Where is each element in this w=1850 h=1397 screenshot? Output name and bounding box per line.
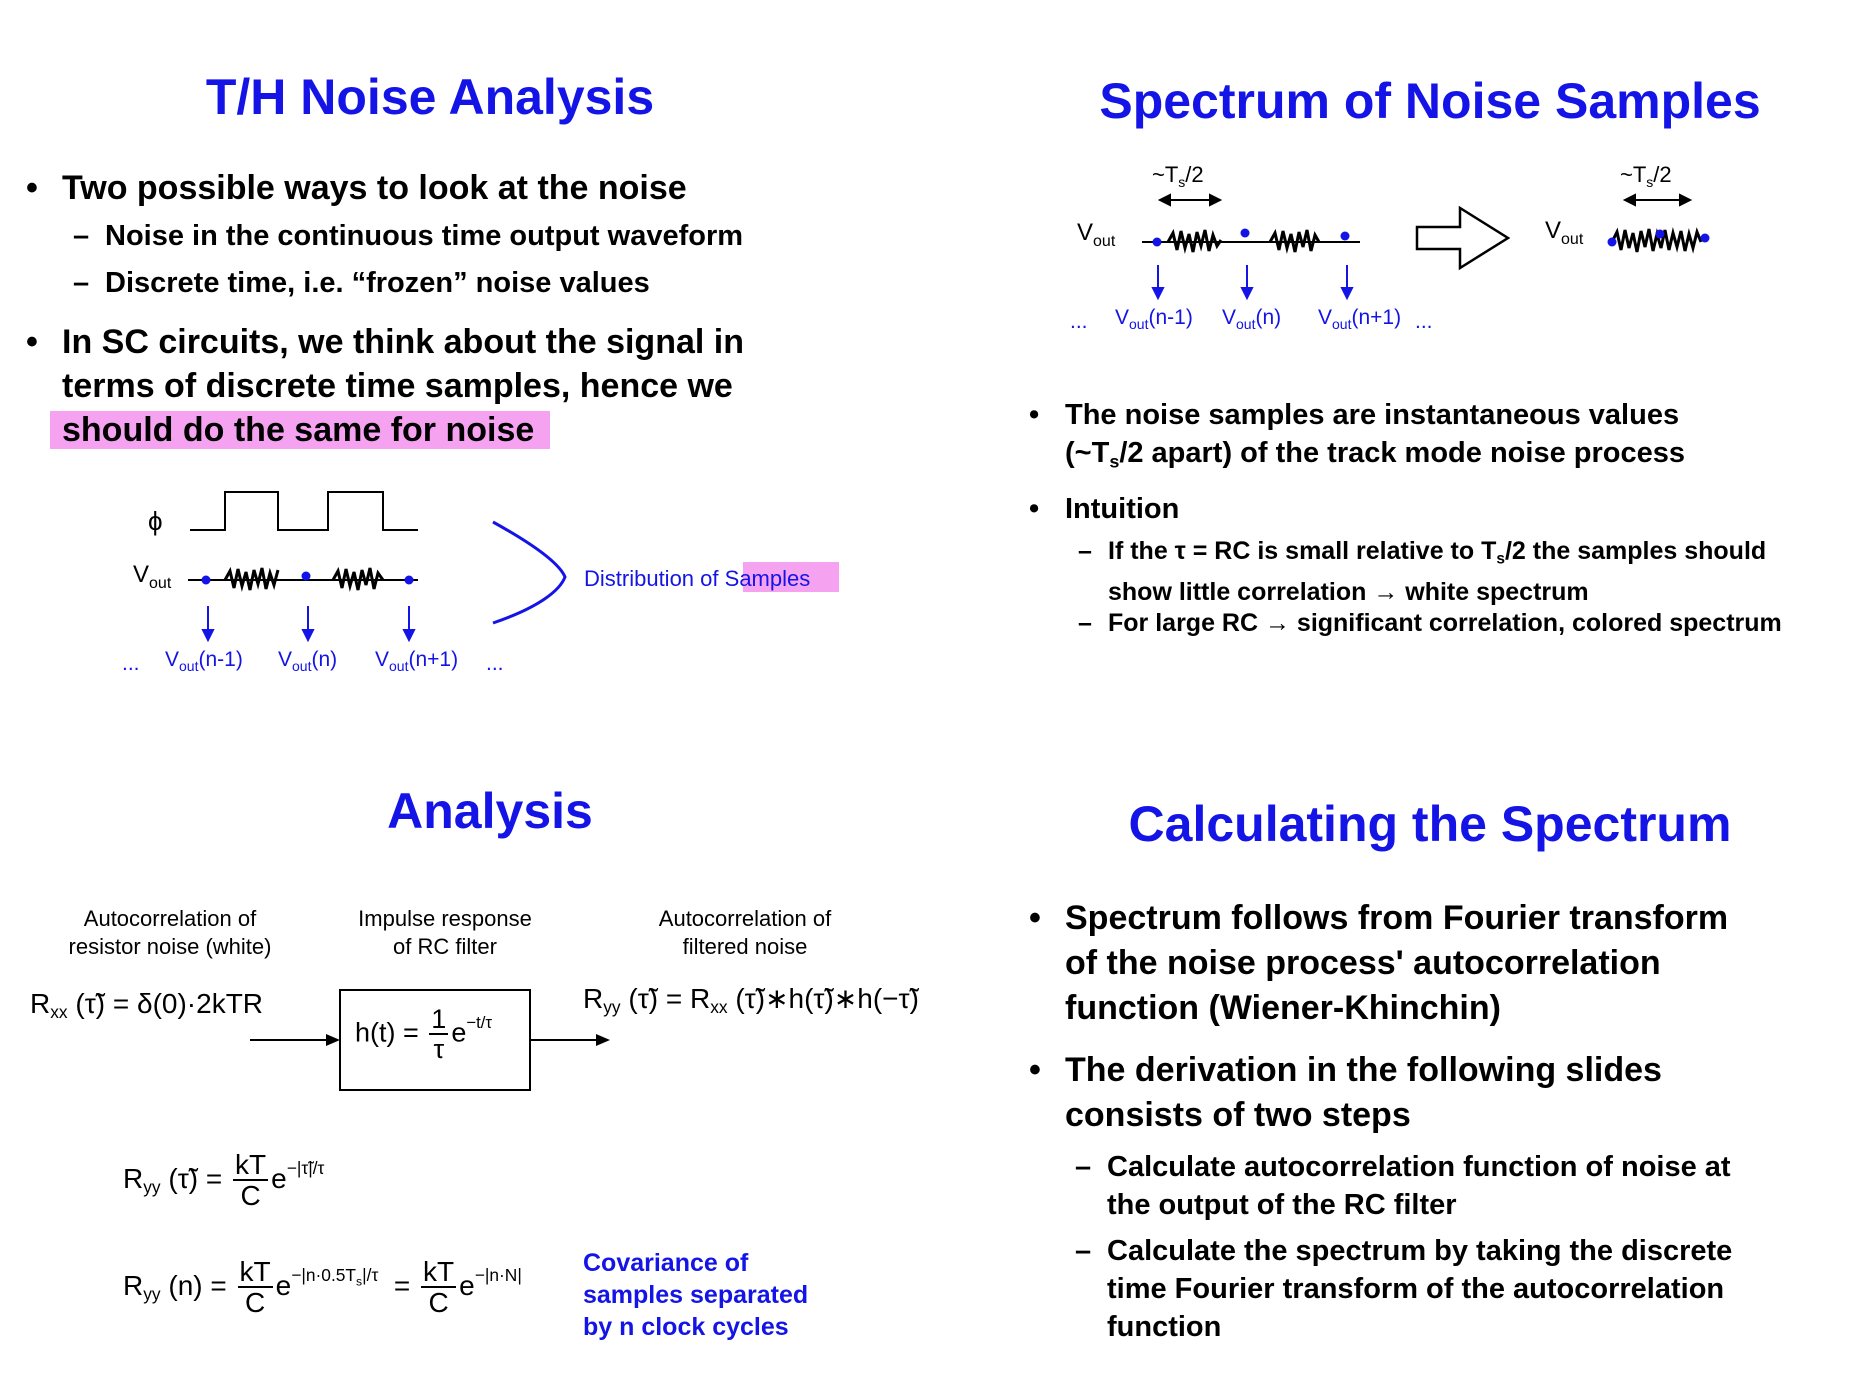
svg-text:~Ts/2: $\sim T_s/2$ (1152, 162, 1204, 190)
slide4-sub-2: – Calculate the spectrum by taking the discrete time Fourier transform of the autocorrelation function (1075, 1235, 1733, 1343)
eq-impulse-response: h(t) = $\frac{1}{\tau}$ $e^{-t/\tau}$ (355, 1004, 493, 1065)
slide2-sub-1: – If the τ = RC is small relative to $T_s/2$ the samples should show little correlation → white spectrum (1078, 537, 1767, 606)
distribution-label: Distribution of Samples (584, 566, 811, 591)
slide2-sub-2: – For large RC → significant correlation, colored spectrum (1078, 609, 1782, 637)
eq-rxx: $R_{xx}$ (τ̃) = δ(0)·2kTR (30, 988, 264, 1023)
slide1-sub-2: – Discrete time, i.e. “frozen” noise values (73, 267, 650, 299)
label-resistor-noise: Autocorrelation of resistor noise (white) (68, 906, 272, 959)
svg-text:...: ... (486, 652, 504, 675)
svg-text:...: ... (122, 652, 140, 675)
highlighted-phrase: should do the same for noise (50, 411, 550, 449)
slide2-bullet-1: • The noise samples are instantaneous values ($\sim T_s/2$ apart) of the track mode noise process (1029, 399, 1685, 472)
sample-dot-3 (405, 576, 414, 585)
distribution-curve (493, 522, 565, 623)
svg-text:Vout: $V_{out}$ (1077, 219, 1116, 250)
eq-ryy-tau: $R_{yy}$ (τ̃) = $\frac{kT}{C}$ $e^{-|\taũ|/\tau}$ (123, 1149, 325, 1212)
svg-text:Vout(n-1): $V_{out}(n-1)$ (1115, 306, 1193, 332)
slide2-bullet-2: • Intuition (1029, 493, 1180, 525)
sample-label-3: $V_{out}(n+1)$ (375, 648, 459, 674)
slide1-bullet-2: • In SC circuits, we think about the signal in terms of discrete time samples, hence we should do the same for noise (26, 323, 744, 449)
transition-arrow (1417, 208, 1508, 268)
slide2-title: Spectrum of Noise Samples (1099, 73, 1761, 129)
svg-text:~Ts/2: $\sim T_s/2$ (1620, 162, 1672, 190)
covariance-note: Covariance of samples separated by n clock cycles (583, 1249, 809, 1341)
eq-ryy-n: $R_{yy}$ (n) = $\frac{kT}{C}$ $e^{-|n\cdot 0.5T_s|/\tau}$ = $\frac{kT}{C}$ $e^{-|n\cdot N|}$ (123, 1256, 522, 1319)
svg-text:Vout(n+1): $V_{out}(n+1)$ (1318, 306, 1402, 332)
rc-filter-block (240, 980, 860, 1120)
slide2-waveform-diagram (1060, 150, 1760, 340)
svg-text:Vout(n): $V_{out}(n)$ (1222, 306, 1282, 332)
slide4-title: Calculating the Spectrum (1128, 796, 1732, 852)
slide4-bullet-2: • The derivation in the following slides consists of two steps (1029, 1051, 1662, 1134)
sample-dot-2 (302, 572, 311, 581)
clock-waveform (190, 492, 418, 530)
svg-text:Vout: $V_{out}$ (133, 561, 172, 592)
eq-ryy-conv: $R_{yy}$ (τ̃) = $R_{xx}$ (τ̃)∗h(τ̃)∗h(−τ̃) (583, 983, 919, 1018)
slide1-bullet-1: • Two possible ways to look at the noise (26, 169, 687, 207)
phi-label: ϕ (148, 506, 163, 536)
slide3-title: Analysis (387, 783, 593, 839)
slide1-waveform-diagram (0, 470, 880, 730)
label-impulse-response: Impulse response of RC filter (358, 906, 532, 959)
slide1-sub-1: – Noise in the continuous time output waveform (73, 220, 744, 252)
svg-text:Vout: $V_{out}$ (1545, 217, 1584, 248)
slide4-bullet-1: • Spectrum follows from Fourier transform of the noise process' autocorrelation function (Wiener-Khinchin) (1029, 899, 1729, 1027)
slide4-sub-1: – Calculate autocorrelation function of noise at the output of the RC filter (1075, 1151, 1731, 1221)
label-filtered-noise: Autocorrelation of filtered noise (658, 906, 832, 959)
svg-text:...: ... (1070, 310, 1088, 333)
sample-label-1: $V_{out}(n-1)$ (165, 648, 243, 674)
svg-text:...: ... (1415, 310, 1433, 333)
sample-label-2: $V_{out}(n)$ (278, 648, 338, 674)
sample-dot-1 (202, 576, 211, 585)
slide1-title: T/H Noise Analysis (205, 69, 655, 125)
